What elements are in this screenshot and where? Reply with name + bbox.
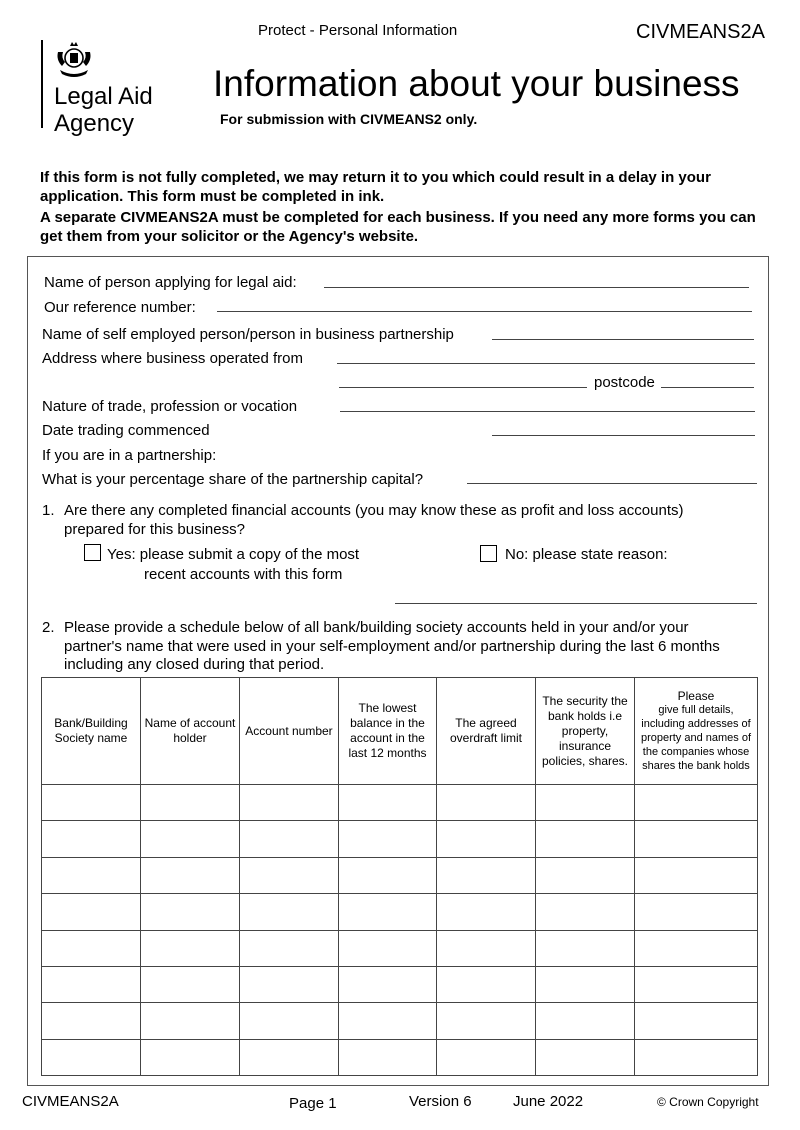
header-bank-name: Bank/Building Society name: [42, 678, 141, 785]
reference-number-field[interactable]: [217, 311, 752, 312]
table-cell-input[interactable]: [141, 857, 240, 893]
date-trading-commenced-label: Date trading commenced: [42, 422, 210, 439]
table-cell-input[interactable]: [42, 1039, 141, 1075]
table-cell-input[interactable]: [339, 930, 437, 966]
question2-text-line1: Please provide a schedule below of all bank/building society accounts held in your and/or your: [64, 619, 689, 636]
footer-version: Version 6: [409, 1093, 472, 1110]
bank-accounts-table: [41, 677, 758, 1076]
header-bank-security: The security the bank holds i.e property, insurance policies, shares.: [536, 678, 635, 785]
yes-checkbox[interactable]: [84, 544, 101, 561]
notice-separate-form: A separate CIVMEANS2A must be completed for each business. If you need any more forms you can get them from your solicitor or the Agency's website.: [40, 209, 756, 245]
address-line2-field[interactable]: [339, 387, 587, 388]
footer-copyright: © Crown Copyright: [657, 1095, 759, 1109]
no-label: No: please state reason:: [505, 546, 668, 563]
table-cell-input[interactable]: [536, 894, 635, 930]
table-cell-input[interactable]: [240, 785, 339, 821]
question2-text-line3: including any closed during that period.: [64, 656, 325, 673]
table-row: [42, 821, 758, 857]
table-cell-input[interactable]: [536, 966, 635, 1002]
table-cell-input[interactable]: [635, 821, 758, 857]
partnership-share-label: What is your percentage share of the partnership capital?: [42, 471, 424, 488]
table-row: [42, 1039, 758, 1075]
question1-text-line1: Are there any completed financial accounts (you may know these as profit and loss accounts): [64, 502, 684, 519]
table-cell-input[interactable]: [240, 930, 339, 966]
table-cell-input[interactable]: [339, 1003, 437, 1039]
table-cell-input[interactable]: [635, 857, 758, 893]
table-cell-input[interactable]: [141, 966, 240, 1002]
table-cell-input[interactable]: [635, 1003, 758, 1039]
table-cell-input[interactable]: [437, 1003, 536, 1039]
table-cell-input[interactable]: [42, 785, 141, 821]
table-header-row: [42, 678, 758, 785]
table-cell-input[interactable]: [339, 857, 437, 893]
business-address-label: Address where business operated from: [42, 350, 303, 367]
table-cell-input[interactable]: [635, 894, 758, 930]
table-row: [42, 966, 758, 1002]
table-cell-input[interactable]: [635, 1039, 758, 1075]
table-row: [42, 1003, 758, 1039]
self-employed-name-field[interactable]: [492, 339, 754, 340]
table-cell-input[interactable]: [42, 894, 141, 930]
table-cell-input[interactable]: [141, 1039, 240, 1075]
page-title: Information about your business: [213, 63, 740, 104]
question1-text-line2: prepared for this business?: [64, 521, 245, 538]
table-cell-input[interactable]: [437, 1039, 536, 1075]
table-cell-input[interactable]: [635, 966, 758, 1002]
header-full-details: [635, 678, 758, 785]
agency-name-line1: Legal Aid: [54, 83, 153, 110]
applicant-name-label: Name of person applying for legal aid:: [44, 274, 297, 291]
footer-form-code: CIVMEANS2A: [22, 1093, 119, 1110]
table-cell-input[interactable]: [437, 821, 536, 857]
table-cell-input[interactable]: [42, 1003, 141, 1039]
table-cell-input[interactable]: [42, 821, 141, 857]
table-row: [42, 857, 758, 893]
applicant-name-field[interactable]: [324, 287, 749, 288]
yes-label-line2: recent accounts with this form: [144, 566, 343, 583]
postcode-label: postcode: [594, 374, 655, 391]
table-cell-input[interactable]: [635, 785, 758, 821]
table-cell-input[interactable]: [141, 1003, 240, 1039]
partnership-intro: If you are in a partnership:: [42, 447, 217, 464]
table-cell-input[interactable]: [536, 1003, 635, 1039]
table-cell-input[interactable]: [240, 894, 339, 930]
table-cell-input[interactable]: [536, 821, 635, 857]
notice-incomplete: If this form is not fully completed, we may return it to you which could result in a delay in your application. This form must be completed in ink.: [40, 169, 711, 205]
nature-of-trade-field[interactable]: [340, 411, 755, 412]
table-cell-input[interactable]: [536, 785, 635, 821]
table-cell-input[interactable]: [437, 857, 536, 893]
postcode-field[interactable]: [661, 387, 754, 388]
date-trading-commenced-field[interactable]: [492, 435, 755, 436]
table-cell-input[interactable]: [240, 1003, 339, 1039]
agency-name-line2: Agency: [54, 110, 135, 137]
self-employed-name-label: Name of self employed person/person in business partnership: [42, 326, 454, 343]
protect-marking: Protect - Personal Information: [258, 22, 458, 39]
table-cell-input[interactable]: [141, 785, 240, 821]
table-cell-input[interactable]: [240, 857, 339, 893]
table-row: [42, 930, 758, 966]
royal-crest-icon: [52, 40, 96, 82]
nature-of-trade-label: Nature of trade, profession or vocation: [42, 398, 298, 415]
table-cell-input[interactable]: [141, 821, 240, 857]
table-cell-input[interactable]: [42, 857, 141, 893]
no-reason-field[interactable]: [395, 603, 757, 604]
table-cell-input[interactable]: [339, 821, 437, 857]
logo-divider: [41, 40, 43, 128]
table-cell-input[interactable]: [141, 894, 240, 930]
table-cell-input[interactable]: [536, 857, 635, 893]
question2-number: 2.: [42, 619, 55, 636]
table-cell-input[interactable]: [437, 894, 536, 930]
table-cell-input[interactable]: [240, 1039, 339, 1075]
business-address-field[interactable]: [337, 363, 755, 364]
table-cell-input[interactable]: [339, 894, 437, 930]
yes-label-line1: Yes: please submit a copy of the most: [107, 546, 360, 563]
table-cell-input[interactable]: [339, 1039, 437, 1075]
partnership-share-field[interactable]: [467, 483, 757, 484]
table-cell-input[interactable]: [437, 966, 536, 1002]
header-lowest-balance: The lowest balance in the account in the last 12 months: [339, 678, 437, 785]
form-code-header: CIVMEANS2A: [636, 21, 765, 43]
footer-page: Page 1: [289, 1095, 337, 1112]
header-overdraft-limit: The agreed overdraft limit: [437, 678, 536, 785]
table-cell-input[interactable]: [339, 966, 437, 1002]
table-cell-input[interactable]: [339, 785, 437, 821]
table-cell-input[interactable]: [141, 930, 240, 966]
table-cell-input[interactable]: [635, 930, 758, 966]
table-cell-input[interactable]: [437, 785, 536, 821]
table-row: [42, 894, 758, 930]
no-checkbox[interactable]: [480, 545, 497, 562]
table-cell-input[interactable]: [437, 930, 536, 966]
header-account-holder: Name of account holder: [141, 678, 240, 785]
question2-text-line2: partner's name that were used in your self-employment and/or partnership during the last 6 months: [64, 638, 720, 655]
table-cell-input[interactable]: [240, 821, 339, 857]
header-account-number: Account number: [240, 678, 339, 785]
reference-number-label: Our reference number:: [44, 299, 196, 316]
table-cell-input[interactable]: [536, 930, 635, 966]
page-subtitle: For submission with CIVMEANS2 only.: [220, 111, 478, 127]
table-row: [42, 785, 758, 821]
header-full-details-text: give full details, including addresses of property and names of the companies whose shares the bank holds: [640, 704, 752, 772]
question1-number: 1.: [42, 502, 55, 519]
table-cell-input[interactable]: [536, 1039, 635, 1075]
table-cell-input[interactable]: [240, 966, 339, 1002]
footer-date: June 2022: [513, 1093, 584, 1110]
table-cell-input[interactable]: [42, 930, 141, 966]
header-full-details-title: Please: [677, 689, 715, 703]
table-cell-input[interactable]: [42, 966, 141, 1002]
